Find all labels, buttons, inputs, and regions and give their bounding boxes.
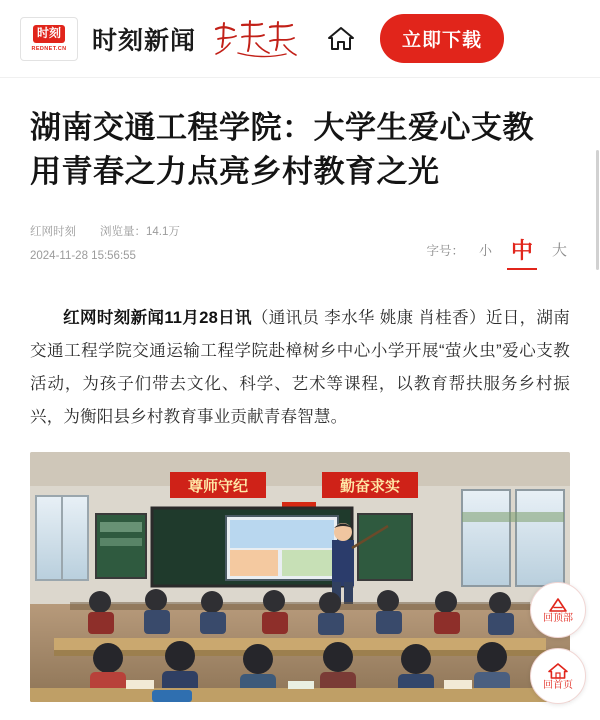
calligraphy-signature-icon [212,17,298,61]
svg-text:勤奋求实: 勤奋求实 [339,478,401,496]
article-body [30,302,570,434]
page-scrollbar[interactable] [596,150,599,270]
article-source: 红网时刻 [30,226,76,239]
article-views: 浏览量：14.1万 [100,226,180,239]
article-lead-bold: 红网时刻新闻11月28日讯 [63,309,252,328]
article-timestamp: 2024-11-28 15:56:55 [30,250,136,263]
download-app-button[interactable]: 立即下载 [380,14,504,63]
home-outline-icon [547,662,569,680]
home-icon[interactable] [324,22,358,56]
back-to-home-button[interactable] [530,648,586,704]
font-size-label: 字号： [426,243,464,258]
site-logo[interactable] [20,17,78,61]
page-title: 湖南交通工程学院：大学生爱心支教 用青春之力点亮乡村教育之光 [30,110,534,190]
floating-action-column [530,582,586,704]
article-meta [30,220,180,268]
svg-text:尊师守纪: 尊师守纪 [187,478,249,496]
site-header [0,0,600,78]
logo-badge-text: 时刻 [33,25,65,43]
back-to-top-button[interactable] [530,582,586,638]
article-container [0,78,600,702]
font-size-small[interactable]: 小 [478,243,492,259]
arrow-up-icon [548,597,568,613]
back-to-home-label: 回首页 [543,679,573,691]
article-photo [30,452,570,702]
back-to-top-label: 回顶部 [543,612,573,624]
logo-domain-text: REDNET.CN [31,45,67,52]
article-paragraph: （通讯员 李水华 姚康 肖桂香）近日，湖南交通工程学院交通运输工程学院赴樟树乡中心小学开展“萤火虫”爱心支教活动，为孩子们带去文化、科学、艺术等课程，以教育帮扶服务乡村振兴，为衡阳县乡村教育事业贡献青春智慧。 [30,309,570,427]
font-size-large[interactable]: 大 [551,242,567,260]
font-size-medium[interactable]: 中 [507,234,537,265]
article-meta-row [30,220,570,282]
font-size-control [426,234,570,265]
site-title: 时刻新闻 [92,26,197,55]
classroom-photo-illustration [30,452,570,702]
